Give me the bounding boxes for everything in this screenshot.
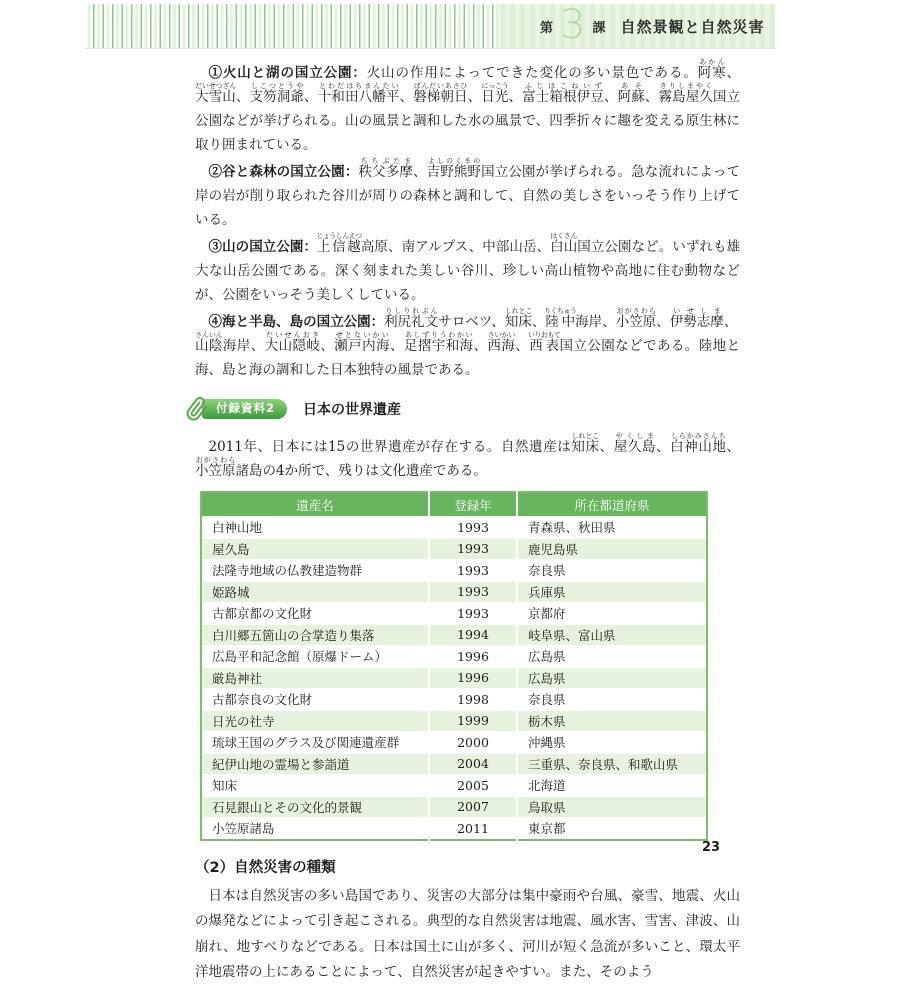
appendix-header bbox=[185, 395, 740, 423]
cell-year: 1993 bbox=[429, 603, 517, 625]
paperclip-icon bbox=[183, 393, 211, 424]
cell-name: 広島平和記念館（原爆ドーム） bbox=[212, 649, 388, 665]
col-header-heritage-name: 遺産名 bbox=[201, 492, 429, 517]
cell-year: 1994 bbox=[429, 624, 517, 646]
cell-pref: 広島県 bbox=[517, 667, 707, 689]
heritage-table-row bbox=[201, 581, 707, 603]
header-row bbox=[201, 492, 707, 517]
cell-name: 姫路城 bbox=[212, 584, 250, 600]
heritage-table-row bbox=[201, 517, 707, 539]
cell-pref: 岐阜県、富山県 bbox=[517, 624, 707, 646]
cell-pref: 栃木県 bbox=[517, 710, 707, 732]
page-number: 23 bbox=[702, 840, 721, 855]
cell-year: 1996 bbox=[429, 646, 517, 668]
cell-year: 2005 bbox=[429, 775, 517, 797]
appendix-title: 日本の世界遺産 bbox=[303, 402, 402, 418]
cell-pref: 鹿児島県 bbox=[517, 538, 707, 560]
cell-name: 石見銀山とその文化的景観 bbox=[212, 799, 363, 815]
cell-year: 2011 bbox=[429, 818, 517, 840]
disaster-section-heading: （2）自然災害の種類 bbox=[195, 859, 336, 876]
heritage-table-row bbox=[201, 603, 707, 625]
cell-year: 1999 bbox=[429, 710, 517, 732]
cell-name: 屋久島 bbox=[212, 541, 250, 557]
heritage-table-row bbox=[201, 818, 707, 840]
cell-name: 紀伊山地の霊場と参詣道 bbox=[212, 756, 350, 772]
page-content bbox=[195, 58, 740, 986]
cell-pref: 鳥取県 bbox=[517, 796, 707, 818]
heritage-table-body bbox=[201, 517, 707, 840]
cell-name: 知床 bbox=[212, 778, 238, 794]
section-volcano-lake-parks: ①火山と湖の国立公園：火山の作用によってできた変化の多い景色である。阿寒あかん、大雪山だいせつざん、支笏洞爺しこつとうや、十和田八幡平とわだはちまんたい、磐梯朝日ばんだいあさひ、日光にっこう、富士箱根伊豆ふじはこねいず、阿蘇あそ、霧島屋久きりしまやく国立公園などが挙げられる。山の風景と調和した水の風景で、四季折々に趣を変える原生林に取り囲まれている。 bbox=[195, 58, 741, 153]
header-stripes-decoration bbox=[85, 4, 500, 48]
lesson-number: 3 bbox=[560, 2, 586, 48]
heritage-table-row bbox=[201, 796, 707, 818]
chapter-title: 自然景観と自然災害 bbox=[620, 17, 765, 36]
cell-pref: 三重県、奈良県、和歌山県 bbox=[517, 753, 707, 775]
cell-pref: 北海道 bbox=[517, 775, 707, 797]
cell-year: 1993 bbox=[429, 560, 517, 582]
cell-name: 日光の社寺 bbox=[212, 713, 275, 729]
cell-name: 琉球王国のグラス及び関連遺産群 bbox=[212, 735, 400, 751]
heritage-table-row bbox=[201, 624, 707, 646]
cell-year: 2000 bbox=[429, 732, 517, 754]
section-mountain-parks: ③山の国立公園：上信越じょうしんえつ高原、南アルプス、中部山岳、白山はくさん国立公園など。いずれも雄大な山岳公園である。深く刻まれた美しい谷川、珍しい高山植物や高地に住む動物などが、公園をいっそう美しくしている。 bbox=[195, 232, 741, 303]
cell-year: 1993 bbox=[429, 538, 517, 560]
chapter-header bbox=[85, 4, 775, 49]
cell-name: 古都京都の文化財 bbox=[212, 606, 313, 622]
cell-name: 小笠原諸島 bbox=[212, 821, 275, 837]
cell-pref: 広島県 bbox=[517, 646, 707, 668]
heritage-table-row bbox=[201, 775, 707, 797]
appendix-badge: 付録資料2 bbox=[202, 399, 287, 419]
heritage-table-row bbox=[201, 560, 707, 582]
heritage-intro-paragraph: 2011年、日本には15の世界遺産が存在する。自然遺産は知床しれとこ、屋久島やくしま、白神山地しらかみさんち、小笠原おがさわら諸島の4か所で、残りは文化遺産である。 bbox=[195, 432, 741, 479]
cell-pref: 沖縄県 bbox=[517, 732, 707, 754]
cell-year: 1993 bbox=[429, 581, 517, 603]
cell-year: 1998 bbox=[429, 689, 517, 711]
heritage-table bbox=[200, 491, 708, 841]
cell-pref: 奈良県 bbox=[517, 689, 707, 711]
heritage-table-row bbox=[201, 753, 707, 775]
disaster-paragraph: 日本は自然災害の多い島国であり、災害の大部分は集中豪雨や台風、豪雪、地震、火山の爆発などによって引き起こされる。典型的な自然災害は地震、風水害、雪害、津波、山崩れ、地すべりなどである。日本は国土に山が多く、河川が短く急流が多いこと、環太平洋地震帯の上にあることによって、自然災害が起きやすい。また、そのよう bbox=[195, 887, 740, 980]
heritage-table-row bbox=[201, 667, 707, 689]
cell-pref: 東京都 bbox=[517, 818, 707, 840]
section-valley-forest-parks: ②谷と森林の国立公園：秩父多摩ちちぶたま、吉野熊野よしのくまの国立公園が挙げられる。急な流れによって岸の岩が削り取られた谷川が周りの森林と調和して、自然の美しさをいっそう作り上げている。 bbox=[195, 157, 741, 228]
cell-name: 白神山地 bbox=[212, 520, 263, 536]
heritage-table-row bbox=[201, 689, 707, 711]
cell-year: 2004 bbox=[429, 753, 517, 775]
heritage-table-row bbox=[201, 646, 707, 668]
cell-pref: 青森県、秋田県 bbox=[517, 517, 707, 539]
heritage-table-row bbox=[201, 538, 707, 560]
cell-name: 法隆寺地域の仏教建造物群 bbox=[212, 563, 363, 579]
col-header-registration-year: 登録年 bbox=[429, 492, 517, 517]
cell-pref: 奈良県 bbox=[517, 560, 707, 582]
cell-pref: 兵庫県 bbox=[517, 581, 707, 603]
cell-pref: 京都府 bbox=[517, 603, 707, 625]
heritage-table-row bbox=[201, 710, 707, 732]
chapter-title-panel bbox=[500, 4, 775, 48]
section-sea-island-parks: ④海と半島、島の国立公園：利尻礼文りしりれぶんサロベツ、知床しれとこ、陸中りくちゅう海岸、小笠原おがさわら、伊勢志摩いせしま、山陰さんいん海岸、大山隠岐だいせんおき、瀬戸内海せとないかい、足摺宇和海あしずりうわかい、西海さいかい、西表いりおもて国立公園などである。陸地と海、島と海の調和した日本独特の風景である。 bbox=[195, 307, 741, 378]
cell-name: 厳島神社 bbox=[212, 670, 263, 686]
cell-year: 2007 bbox=[429, 796, 517, 818]
lesson-suffix-label: 課 bbox=[592, 20, 606, 36]
lesson-prefix-label: 第 bbox=[540, 20, 554, 36]
heritage-table-head bbox=[201, 492, 707, 517]
cell-name: 白川郷五箇山の合掌造り集落 bbox=[212, 627, 375, 643]
heritage-table-row bbox=[201, 732, 707, 754]
cell-year: 1993 bbox=[429, 517, 517, 539]
cell-name: 古都奈良の文化財 bbox=[212, 692, 313, 708]
cell-year: 1996 bbox=[429, 667, 517, 689]
col-header-prefecture: 所在都道府県 bbox=[517, 492, 707, 517]
